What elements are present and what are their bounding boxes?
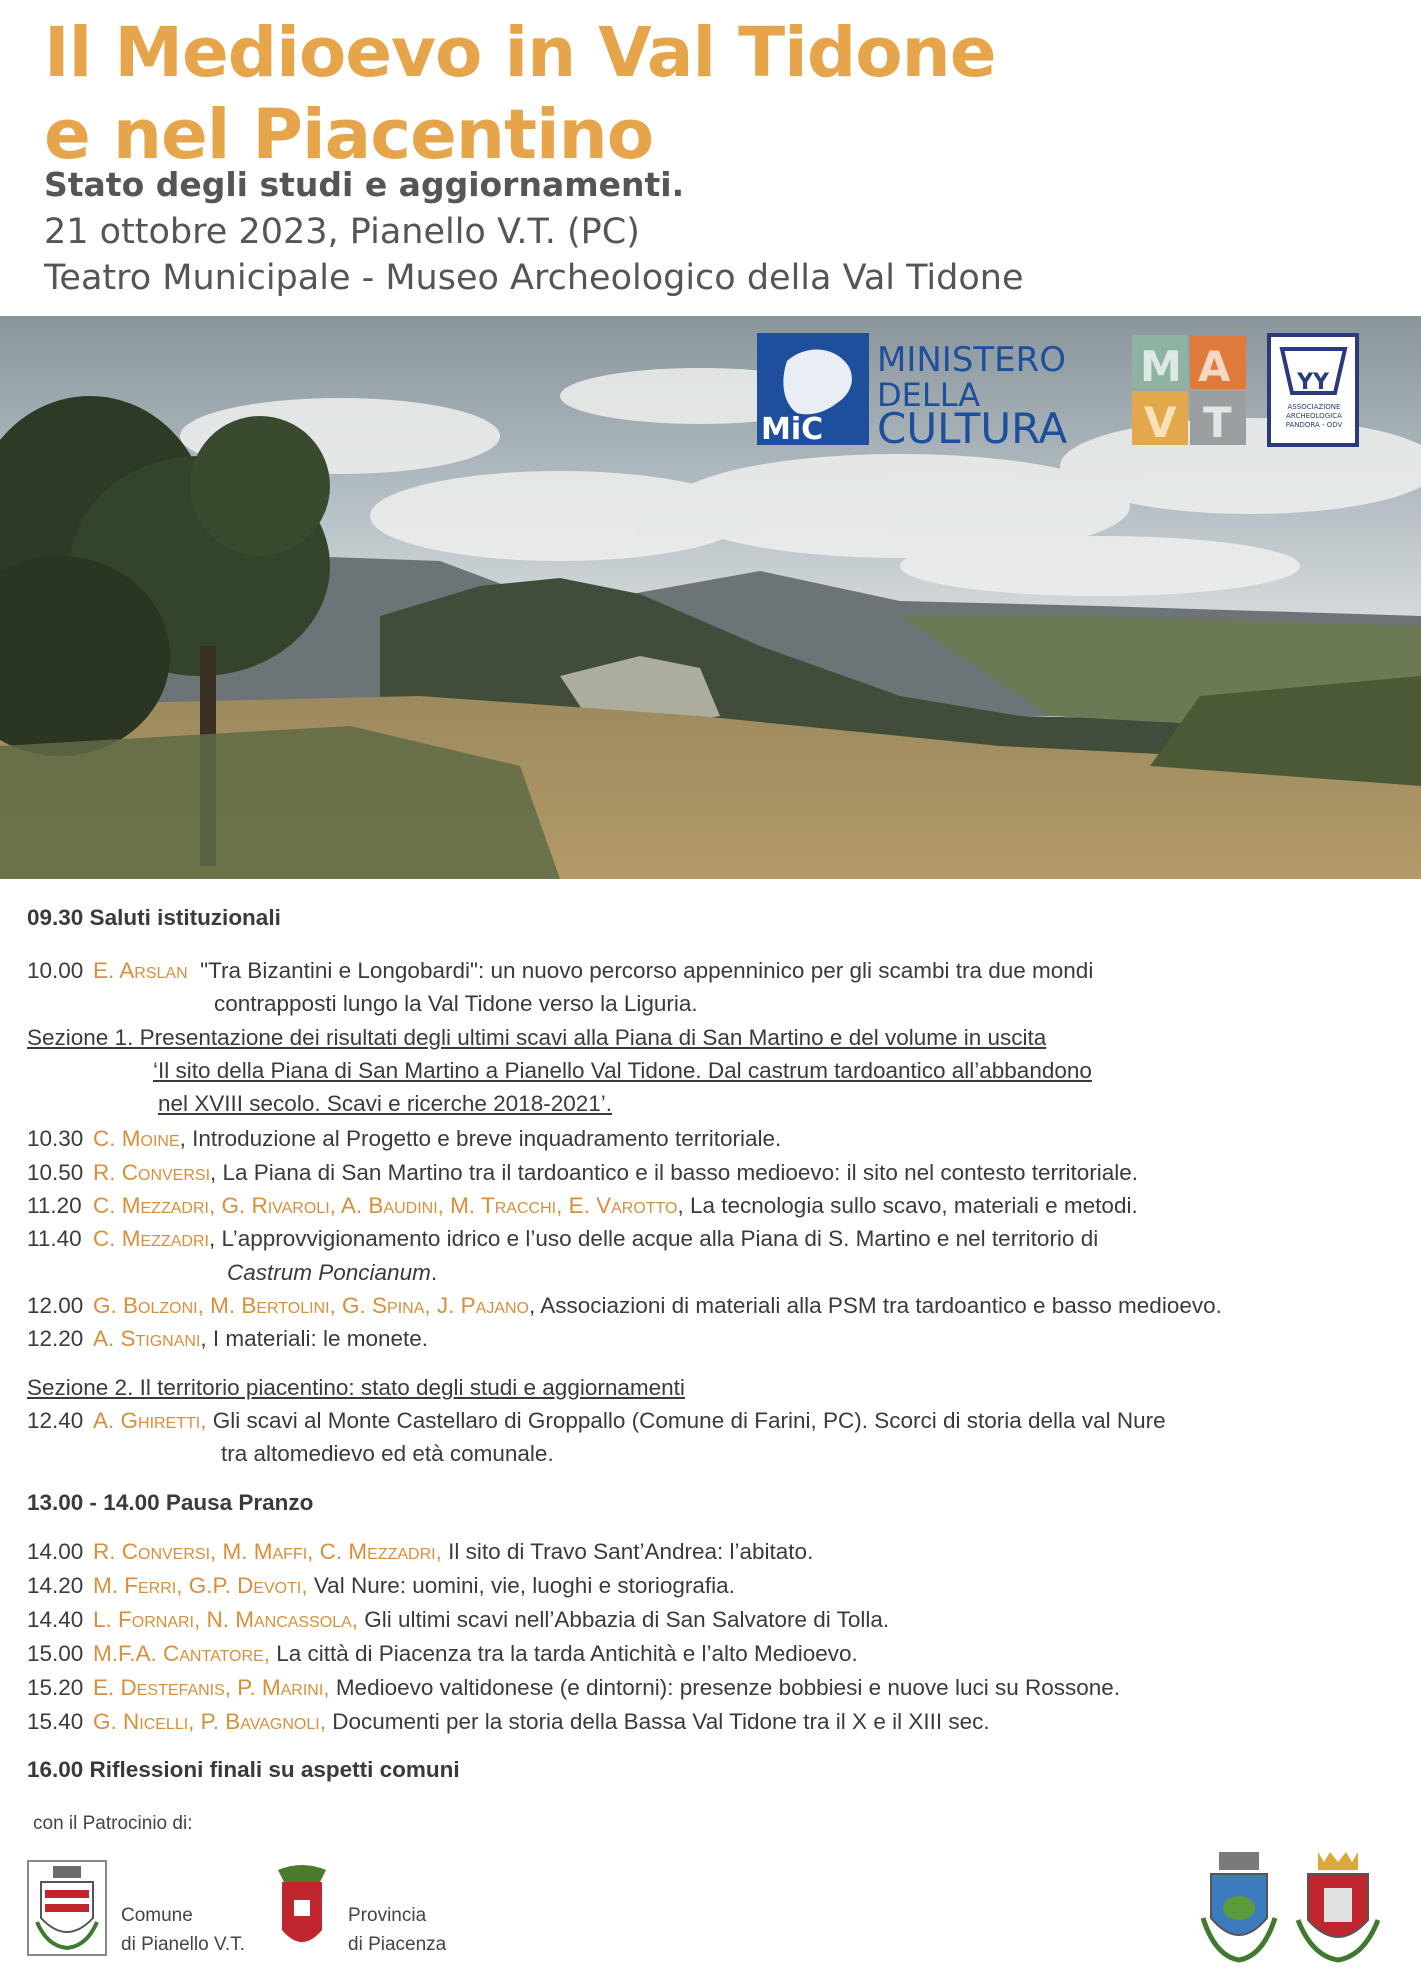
- item-title: Gli scavi al Monte Castellaro di Groppallo (Comune di Farini, PC). Scorci di storia della val Nure: [206, 1408, 1166, 1433]
- item-author: R. Conversi: [93, 1160, 211, 1185]
- item-time: 14.00: [27, 1539, 84, 1564]
- item-time: 11.20: [27, 1193, 82, 1218]
- provincia-label: [348, 1901, 446, 1959]
- item-time: 15.40: [27, 1709, 84, 1734]
- item-author: E. Arslan: [93, 958, 188, 983]
- svg-text:T: T: [1203, 398, 1232, 447]
- item-time: 10.00: [27, 958, 84, 983]
- program-opening: 09.30 Saluti istituzionali: [27, 905, 281, 930]
- svg-text:YY: YY: [1297, 370, 1329, 395]
- item-title: La città di Piacenza tra la tarda Antichità e l’alto Medioevo.: [269, 1641, 858, 1666]
- item-time: 11.40: [27, 1226, 82, 1251]
- section-1-line-2: ‘Il sito della Piana di San Martino a Pianello Val Tidone. Dal castrum tardoantico all’abbandono: [153, 1058, 1092, 1083]
- item-title: , La tecnologia sullo scavo, materiali e metodi.: [677, 1193, 1138, 1218]
- comune-crest-icon: [27, 1860, 107, 1956]
- item-author: G. Bolzoni, M. Bertolini, G. Spina, J. Pajano: [93, 1293, 530, 1318]
- program-item: [27, 1539, 813, 1565]
- event-subtitle: Stato degli studi e aggiornamenti.: [44, 165, 685, 204]
- item-time: 15.00: [27, 1641, 84, 1666]
- svg-text:V: V: [1144, 398, 1177, 447]
- item-author: C. Mezzadri: [93, 1226, 209, 1251]
- item-author: R. Conversi, M. Maffi, C. Mezzadri,: [93, 1539, 442, 1564]
- item-title: Medioevo valtidonese (e dintorni): presenze bobbiesi e nuove luci su Rossone.: [329, 1675, 1121, 1700]
- item-continuation: [227, 1260, 437, 1286]
- item-time: 14.20: [27, 1573, 84, 1598]
- item-title: , I materiali: le monete.: [200, 1326, 429, 1351]
- pandora-caption: ASSOCIAZIONE ARCHEOLOGICA PANDORA - ODV: [1285, 403, 1343, 429]
- item-time: 15.20: [27, 1675, 84, 1700]
- item-author: G. Nicelli, P. Bavagnoli,: [93, 1709, 326, 1734]
- title-line-1: Il Medioevo in Val Tidone: [44, 13, 996, 93]
- item-title: Documenti per la storia della Bassa Val Tidone tra il X e il XIII sec.: [325, 1709, 990, 1734]
- program-item: [27, 1226, 1098, 1252]
- svg-text:A: A: [1198, 342, 1231, 391]
- program-item: [27, 1160, 1138, 1186]
- program-item: [27, 1293, 1222, 1319]
- program-item: [27, 1675, 1120, 1701]
- program-item: [27, 958, 1093, 984]
- municipal-crest-2-icon: [1290, 1848, 1386, 1968]
- mic-text: MiC: [761, 412, 824, 447]
- event-date: 21 ottobre 2023, Pianello V.T. (PC): [44, 212, 640, 252]
- section-1-heading: Sezione 1. Presentazione dei risultati degli ultimi scavi alla Piana di San Martino e del volume in uscita: [27, 1025, 1047, 1050]
- item-author: C. Mezzadri, G. Rivaroli, A. Baudini, M. Tracchi, E. Varotto: [93, 1193, 678, 1218]
- item-time: 12.40: [27, 1408, 84, 1433]
- item-time: 12.20: [27, 1326, 84, 1351]
- item-time: 12.00: [27, 1293, 84, 1318]
- sponsor-logos: [757, 333, 1363, 451]
- comune-label: [121, 1901, 245, 1959]
- event-venue: Teatro Municipale - Museo Archeologico della Val Tidone: [44, 258, 1024, 298]
- item-title: "Tra Bizantini e Longobardi": un nuovo percorso appenninico per gli scambi tra due mondi: [200, 958, 1094, 983]
- closing-remarks: 16.00 Riflessioni finali su aspetti comuni: [27, 1757, 460, 1782]
- item-continuation-italic: Castrum Poncianum: [227, 1260, 431, 1285]
- program-item: [27, 1641, 858, 1667]
- patronage-label: con il Patrocinio di:: [33, 1813, 193, 1834]
- item-title: , La Piana di San Martino tra il tardoantico e il basso medioevo: il sito nel contesto territoriale.: [210, 1160, 1138, 1185]
- provincia-line-1: Provincia: [348, 1905, 427, 1926]
- item-author: M.F.A. Cantatore,: [93, 1641, 270, 1666]
- item-title: Il sito di Travo Sant’Andrea: l’abitato.: [441, 1539, 814, 1564]
- program-item: [27, 1408, 1166, 1434]
- title-line-2: e nel Piacentino: [44, 95, 654, 175]
- item-author: A. Stignani: [93, 1326, 201, 1351]
- logo-strip: [757, 333, 1363, 447]
- item-continuation-dot: .: [430, 1260, 438, 1285]
- item-author: M. Ferri, G.P. Devoti,: [93, 1573, 308, 1598]
- item-continuation: contrapposti lungo la Val Tidone verso la Liguria.: [214, 991, 698, 1016]
- comune-line-2: di Pianello V.T.: [121, 1934, 245, 1955]
- item-author: A. Ghiretti,: [93, 1408, 207, 1433]
- program-item: [27, 1709, 990, 1735]
- program-item: [27, 1126, 781, 1152]
- ministero-line-1: MINISTERO: [877, 340, 1067, 380]
- item-time: 10.30: [27, 1126, 84, 1151]
- event-title: [44, 12, 996, 176]
- comune-line-1: Comune: [121, 1905, 193, 1926]
- program-item: [27, 1607, 889, 1633]
- municipal-crest-1-icon: [1195, 1848, 1283, 1968]
- program-item: [27, 1573, 735, 1599]
- item-time: 10.50: [27, 1160, 84, 1185]
- item-continuation: tra altomedievo ed età comunale.: [221, 1441, 554, 1466]
- lunch-break: 13.00 - 14.00 Pausa Pranzo: [27, 1490, 314, 1515]
- item-author: E. Destefanis, P. Marini,: [93, 1675, 330, 1700]
- section-1-line-3: nel XVIII secolo. Scavi e ricerche 2018-2021’.: [158, 1091, 612, 1116]
- item-author: L. Fornari, N. Mancassola,: [93, 1607, 359, 1632]
- item-title: Val Nure: uomini, vie, luoghi e storiografia.: [307, 1573, 735, 1598]
- program-item: [27, 1193, 1138, 1219]
- item-title: , Introduzione al Progetto e breve inquadramento territoriale.: [179, 1126, 782, 1151]
- item-title: Gli ultimi scavi nell’Abbazia di San Salvatore di Tolla.: [358, 1607, 890, 1632]
- item-time: 14.40: [27, 1607, 84, 1632]
- provincia-crest-icon: [270, 1860, 334, 1956]
- provincia-line-2: di Piacenza: [348, 1934, 447, 1955]
- ministero-line-3: CULTURA: [877, 404, 1068, 447]
- item-author: C. Moine: [93, 1126, 180, 1151]
- program-item: [27, 1326, 428, 1352]
- ministero-line-2: DELLA: [877, 376, 981, 414]
- item-title: , L’approvvigionamento idrico e l’uso delle acque alla Piana di S. Martino e nel territorio di: [208, 1226, 1099, 1251]
- item-title: , Associazioni di materiali alla PSM tra tardoantico e basso medioevo.: [529, 1293, 1222, 1318]
- svg-text:M: M: [1140, 342, 1182, 391]
- section-2-heading: Sezione 2. Il territorio piacentino: stato degli studi e aggiornamenti: [27, 1375, 685, 1400]
- mavt-logo: [1132, 335, 1246, 447]
